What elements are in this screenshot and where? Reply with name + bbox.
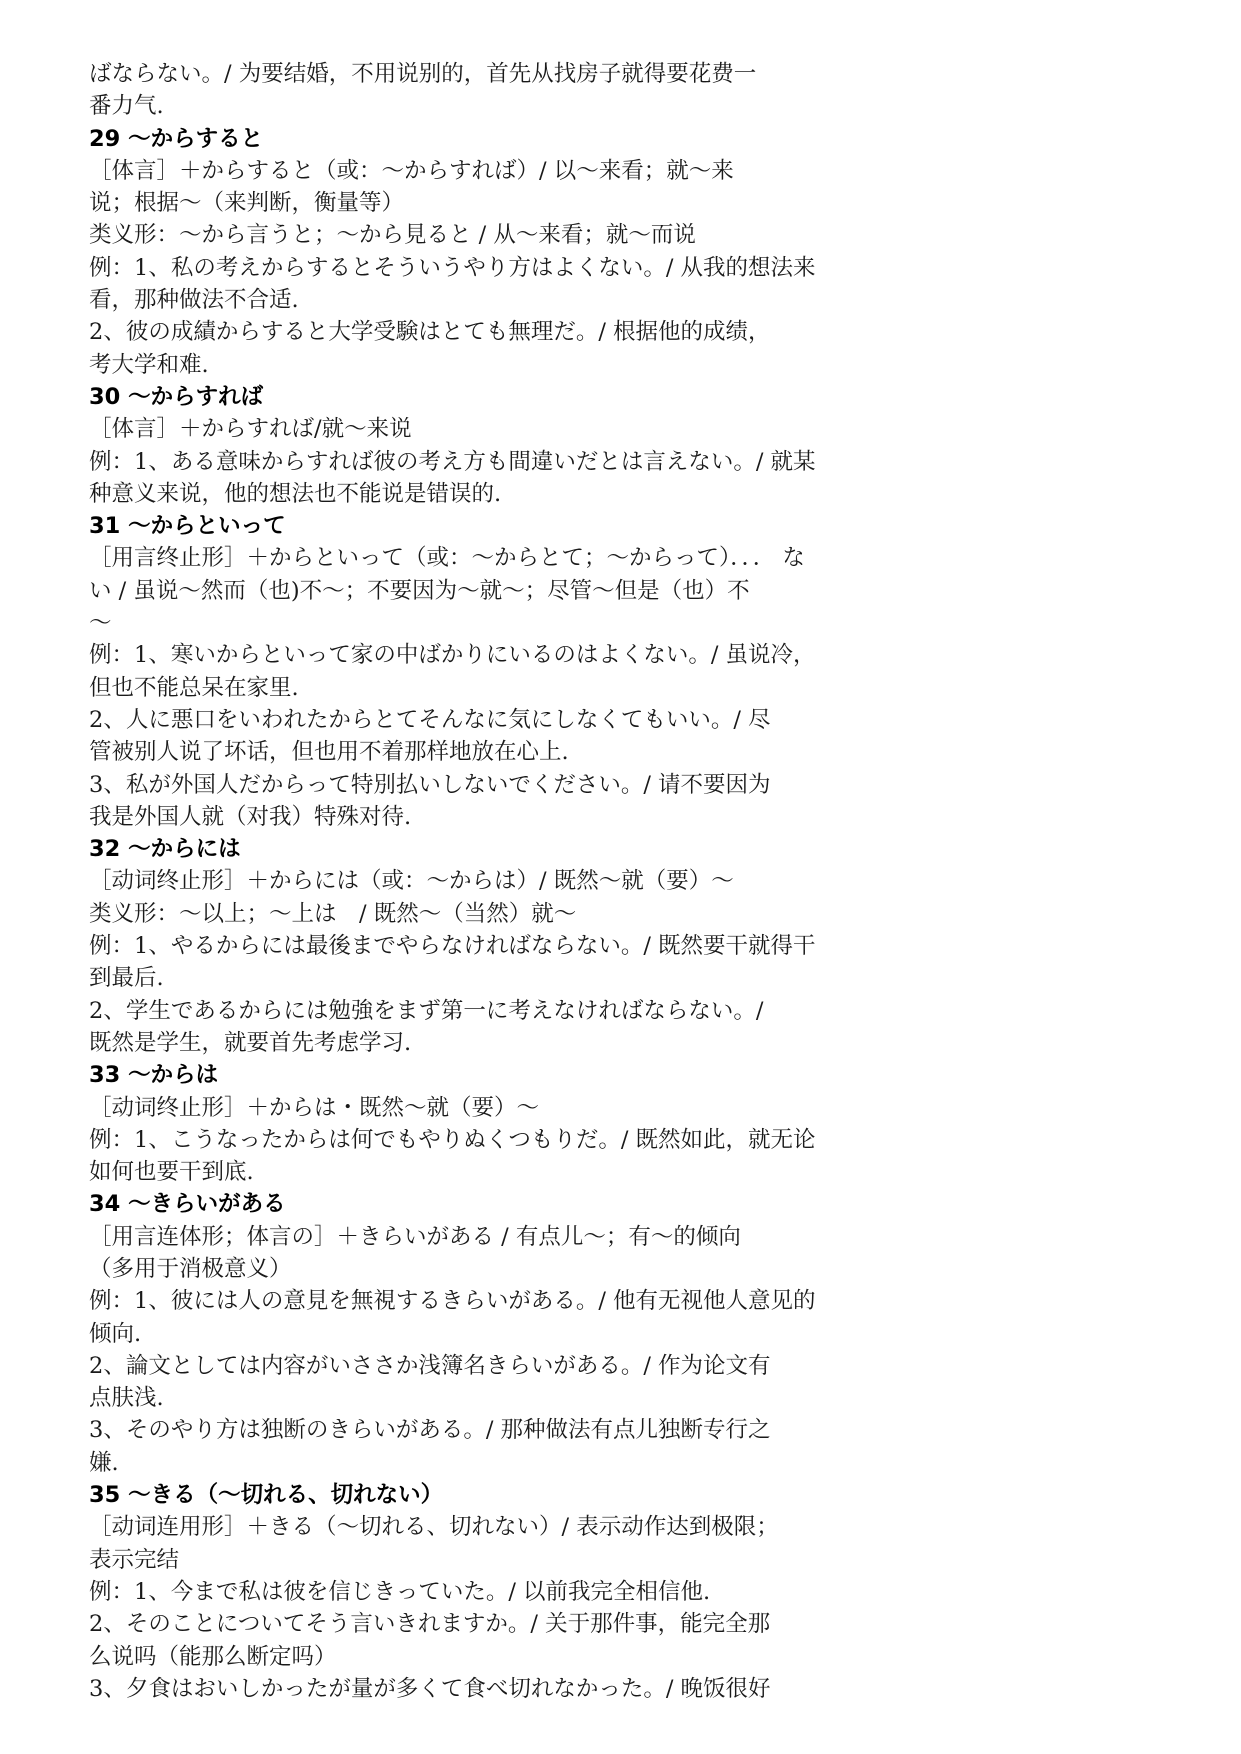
text-line: ［动词终止形］＋からは・既然～就（要）～ — [89, 1094, 540, 1121]
text-line: 表示完结 — [89, 1546, 180, 1573]
text-line: 到最后. — [89, 965, 164, 992]
text-line: 么说吗（能那么断定吗） — [89, 1643, 337, 1670]
text-line: ［用言连体形；体言の］＋きらいがある / 有点儿～；有～的倾向 — [89, 1223, 741, 1250]
text-line: 2、彼の成績からすると大学受験はとても無理だ。/ 根据他的成绩， — [89, 319, 771, 346]
text-line: （多用于消极意义） — [89, 1255, 292, 1282]
text-line: 2、人に悪口をいわれたからとてそんなに気にしなくてもいい。/ 尽 — [89, 706, 771, 733]
text-line: ［动词终止形］＋からには（或：～からは）/ 既然～就（要）～ — [89, 868, 734, 895]
text-line: 例：1、こうなったからは何でもやりぬくつもりだ。/ 既然如此，就无论 — [89, 1126, 816, 1153]
text-line: 倾向. — [89, 1320, 142, 1347]
text-line: 例：1、やるからには最後までやらなければならない。/ 既然要干就得干 — [89, 933, 816, 960]
text-line: 例：1、寒いからといって家の中ばかりにいるのはよくない。/ 虽说冷， — [89, 642, 816, 669]
text-line: 例：1、ある意味からすれば彼の考え方も間違いだとは言えない。/ 就某 — [89, 448, 816, 475]
text-line: 说；根据～（来判断，衡量等） — [89, 190, 405, 217]
text-line: 点肤浅. — [89, 1385, 164, 1412]
text-line: 嫌. — [89, 1449, 119, 1476]
text-line: 类义形：～から言うと；～から見ると / 从～来看；就～而说 — [89, 222, 696, 249]
section-heading: 33 ～からは — [89, 1062, 219, 1089]
text-line: 3、私が外国人だからって特別払いしないでください。/ 请不要因为 — [89, 771, 771, 798]
document-page — [89, 58, 919, 1705]
text-line: 例：1、彼には人の意見を無視するきらいがある。/ 他有无视他人意见的 — [89, 1288, 816, 1315]
text-line: 例：1、私の考えからするとそういうやり方はよくない。/ 从我的想法来 — [89, 254, 816, 281]
text-line: い / 虽说～然而（也)不～；不要因为～就～；尽管～但是（也）不 — [89, 577, 750, 604]
text-line: 种意义来说，他的想法也不能说是错误的. — [89, 480, 502, 507]
text-line: 2、そのことについてそう言いきれますか。/ 关于那件事，能完全那 — [89, 1611, 771, 1638]
text-line: 类义形：～以上；～上は / 既然～（当然）就～ — [89, 900, 577, 927]
text-line: 2、学生であるからには勉強をまず第一に考えなければならない。/ — [89, 997, 764, 1024]
section-heading: 34 ～きらいがある — [89, 1191, 286, 1218]
text-line: 3、夕食はおいしかったが量が多くて食べ切れなかった。/ 晚饭很好 — [89, 1675, 771, 1702]
text-line: ［用言终止形］＋からといって（或：～からとて；～からって）．．． な — [89, 545, 805, 572]
section-heading: 32 ～からには — [89, 836, 241, 863]
text-line: ［动词连用形］＋きる（～切れる、切れない）/ 表示动作达到极限； — [89, 1514, 779, 1541]
text-line: ばならない。/ 为要结婚，不用说别的，首先从找房子就得要花费一 — [89, 61, 757, 87]
text-line: 看，那种做法不合适. — [89, 287, 299, 314]
section-heading: 29 ～からすると — [89, 125, 264, 152]
text-line: 既然是学生，就要首先考虑学习. — [89, 1029, 412, 1056]
text-line: ～ — [89, 610, 112, 637]
text-line: 但也不能总呆在家里. — [89, 674, 299, 701]
section-heading: 35 ～きる（～切れる、切れない） — [89, 1482, 444, 1509]
text-line: 2、論文としては内容がいささか浅簿名きらいがある。/ 作为论文有 — [89, 1352, 771, 1379]
section-heading: 30 ～からすれば — [89, 383, 264, 410]
text-line: 我是外国人就（对我）特殊对待. — [89, 803, 412, 830]
text-line: 管被别人说了坏话，但也用不着那样地放在心上. — [89, 739, 569, 766]
section-heading: 31 ～からといって — [89, 513, 286, 540]
text-line: 3、そのやり方は独断のきらいがある。/ 那种做法有点儿独断专行之 — [89, 1417, 771, 1444]
text-line: 如何也要干到底. — [89, 1159, 254, 1186]
text-line: ［体言］＋からすると（或：～からすれば）/ 以～来看；就～来 — [89, 157, 734, 184]
text-line: 番力气. — [89, 93, 164, 120]
text-line: 例：1、今まで私は彼を信じきっていた。/ 以前我完全相信他. — [89, 1578, 711, 1605]
text-line: ［体言］＋からすれば/就～来说 — [89, 416, 412, 443]
text-line: 考大学和难. — [89, 351, 209, 378]
